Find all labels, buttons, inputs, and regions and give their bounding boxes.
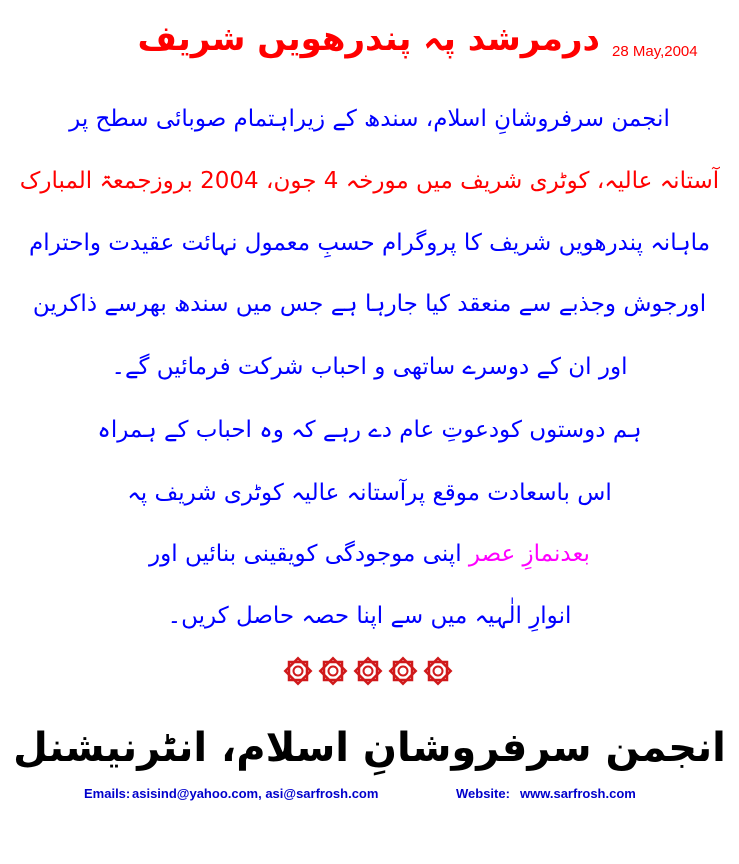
emails-label: Emails: <box>84 786 131 801</box>
body-line-4: اورجوش وجذبے سے منعقد کیا جارہا ہے جس میں سندھ بھرسے ذاکرین <box>32 291 707 317</box>
body-line-5: اور ان کے دوسرے ساتھی و احباب شرکت فرمائیں گے۔ <box>111 354 628 380</box>
prayer-time-highlight: بعدنمازِ عصر <box>468 541 590 567</box>
date-line-year: 2004 <box>200 168 259 194</box>
body-line-1: انجمن سرفروشانِ اسلام، سندھ کے زیراہتمام صوبائی سطح پر <box>69 106 670 132</box>
emails-value[interactable]: asisind@yahoo.com, asi@sarfrosh.com <box>132 786 379 801</box>
body-line-9: انوارِ الٰہیہ میں سے اپنا حصہ حاصل کریں۔ <box>167 603 572 629</box>
website-link[interactable]: www.sarfrosh.com <box>520 786 636 801</box>
date-label: 28 May,2004 <box>612 43 698 60</box>
ornament-row <box>283 651 453 691</box>
time-line-rest: اپنی موجودگی کویقینی بنائیں اور <box>149 541 469 567</box>
eight-point-star-ornament-icon <box>318 656 348 686</box>
body-line-time <box>0 536 739 572</box>
date-line-after: بروزجمعۃ المبارک <box>19 168 201 194</box>
website-label: Website: <box>456 786 510 801</box>
date-line-before: آستانہ عالیہ، کوٹری شریف میں مورخہ 4 جون، <box>258 168 720 194</box>
eight-point-star-ornament-icon <box>423 656 453 686</box>
body-line-date <box>0 163 739 199</box>
eight-point-star-ornament-icon <box>283 656 313 686</box>
body-line-6: ہم دوستوں کودعوتِ عام دے رہے کہ وہ احباب کے ہمراہ <box>97 417 642 443</box>
body-line-7: اس باسعادت موقع پرآستانہ عالیہ کوٹری شریف پہ <box>127 480 612 506</box>
footer <box>84 786 684 806</box>
eight-point-star-ornament-icon <box>388 656 418 686</box>
organization-name: انجمن سرفروشانِ اسلام، انٹرنیشنل <box>13 725 726 771</box>
eight-point-star-ornament-icon <box>353 656 383 686</box>
page-title: درمرشد پہ پندرھویں شریف <box>137 19 600 59</box>
body-line-3: ماہانہ پندرھویں شریف کا پروگرام حسبِ معمول نہائت عقیدت واحترام <box>28 230 711 256</box>
